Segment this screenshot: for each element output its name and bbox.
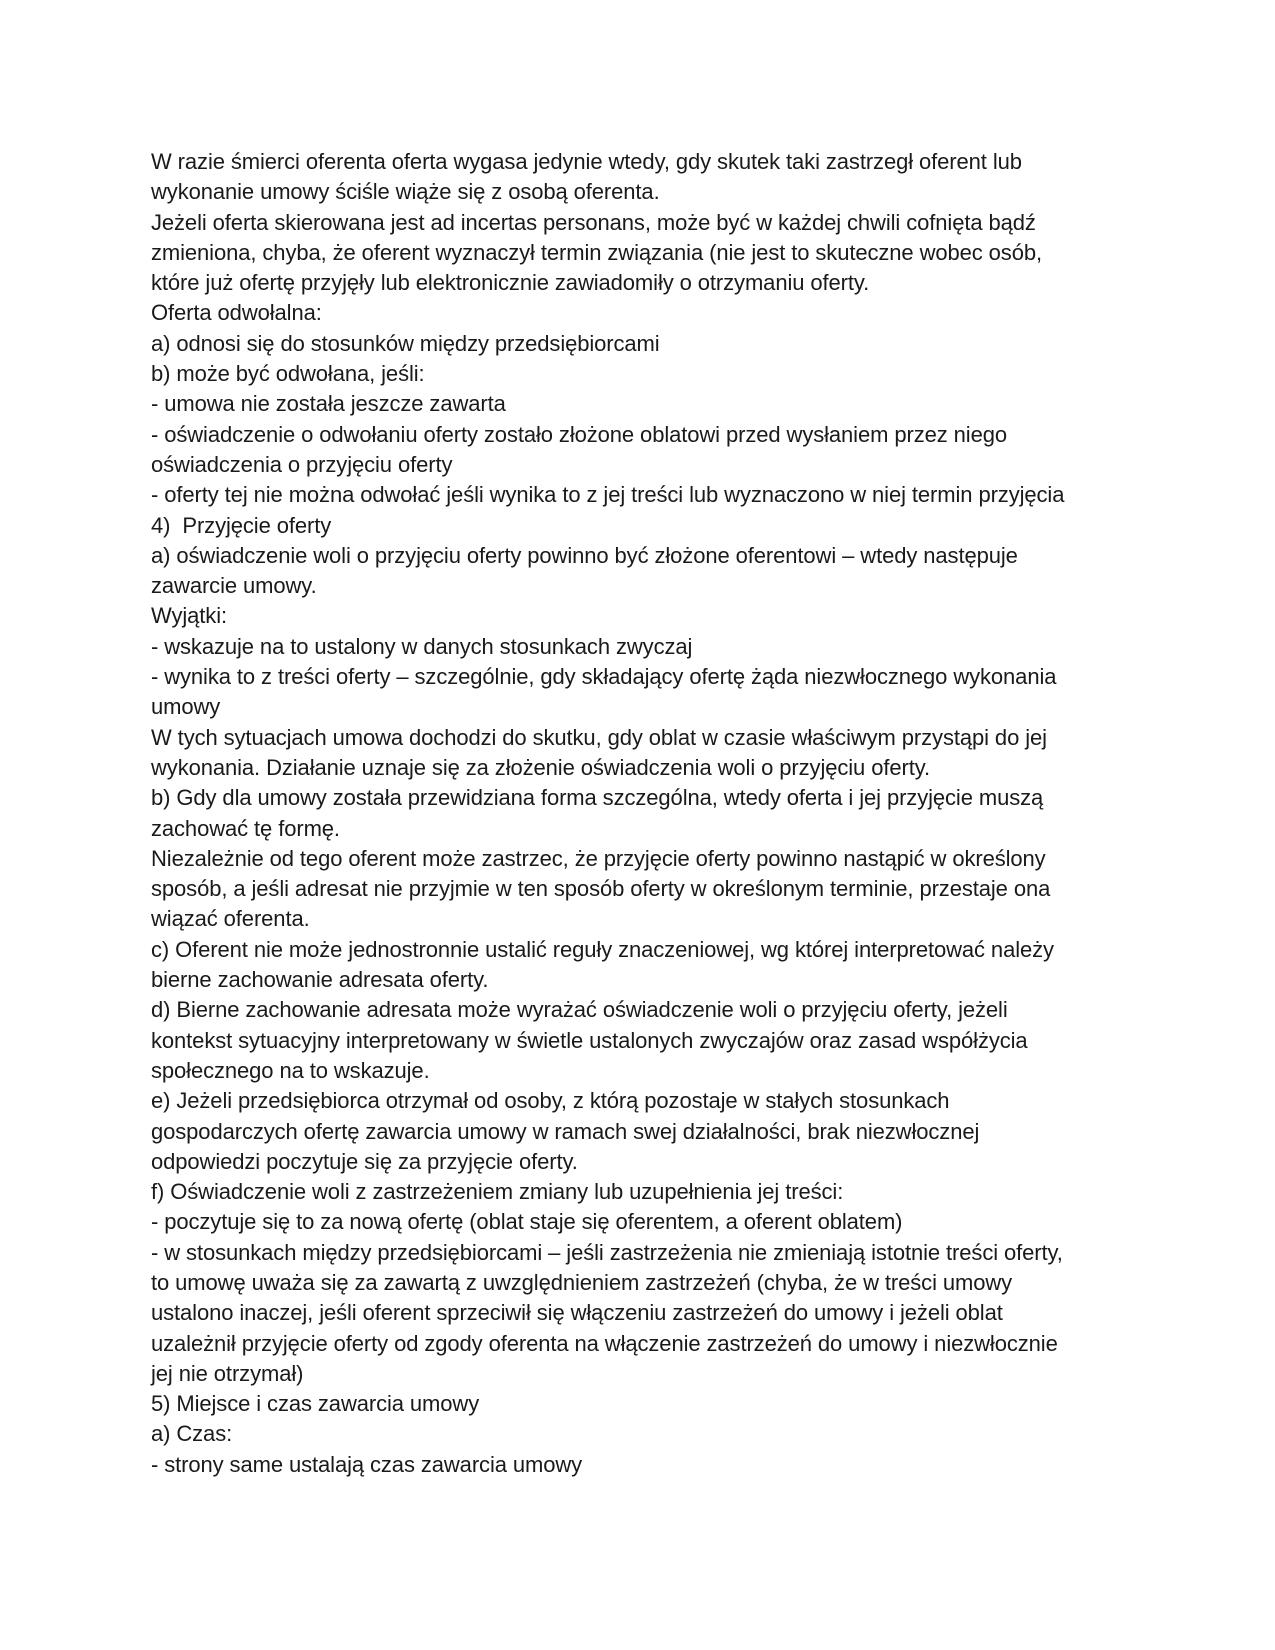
text-line: Jeżeli oferta skierowana jest ad incertas personans, może być w każdej chwili cofnięta bądź (151, 209, 1036, 235)
text-line: c) Oferent nie może jednostronnie ustalić reguły znaczeniowej, wg której interpretować należy (151, 936, 1054, 962)
text-line: zachować tę formę. (151, 815, 340, 841)
text-line: - umowa nie została jeszcze zawarta (151, 391, 506, 417)
text-line: b) Gdy dla umowy została przewidziana forma szczególna, wtedy oferta i jej przyjęcie muszą (151, 785, 1044, 811)
text-line: umowy (151, 694, 221, 720)
document-body (151, 147, 1126, 1480)
text-line: b) może być odwołana, jeśli: (151, 361, 425, 387)
text-line: odpowiedzi poczytuje się za przyjęcie oferty. (151, 1148, 578, 1174)
section-heading: 5) Miejsce i czas zawarcia umowy (151, 1391, 480, 1417)
text-line: d) Bierne zachowanie adresata może wyrażać oświadczenie woli o przyjęciu oferty, jeżeli (151, 997, 1008, 1023)
text-line: wykonanie umowy ściśle wiąże się z osobą oferenta. (151, 179, 660, 205)
text-line: - poczytuje się to za nową ofertę (oblat staje się oferentem, a oferent oblatem) (151, 1209, 903, 1235)
text-line: Oferta odwołalna: (151, 300, 322, 326)
text-line: zawarcie umowy. (151, 573, 317, 599)
text-line: społecznego na to wskazuje. (151, 1057, 430, 1083)
text-line: wiązać oferenta. (151, 906, 310, 932)
text-line: Wyjątki: (151, 603, 228, 629)
text-line: - wskazuje na to ustalony w danych stosunkach zwyczaj (151, 633, 693, 659)
text-line: e) Jeżeli przedsiębiorca otrzymał od osoby, z którą pozostaje w stałych stosunkach (151, 1088, 950, 1114)
text-line: a) oświadczenie woli o przyjęciu oferty powinno być złożone oferentowi – wtedy następuje (151, 542, 1018, 568)
text-line: a) odnosi się do stosunków między przedsiębiorcami (151, 330, 660, 356)
text-line: gospodarczych ofertę zawarcia umowy w ramach swej działalności, brak niezwłocznej (151, 1118, 980, 1144)
text-line: bierne zachowanie adresata oferty. (151, 967, 489, 993)
text-line: które już ofertę przyjęły lub elektronicznie zawiadomiły o otrzymaniu oferty. (151, 270, 870, 296)
text-line: a) Czas: (151, 1421, 233, 1447)
text-line: jej nie otrzymał) (151, 1360, 304, 1386)
text-line: kontekst sytuacyjny interpretowany w świetle ustalonych zwyczajów oraz zasad współżycia (151, 1027, 1028, 1053)
text-line: - w stosunkach między przedsiębiorcami – jeśli zastrzeżenia nie zmieniają istotnie treści oferty, (151, 1239, 1063, 1265)
text-line: to umowę uważa się za zawartą z uwzględnieniem zastrzeżeń (chyba, że w treści umowy (151, 1269, 1013, 1295)
text-line: Niezależnie od tego oferent może zastrzec, że przyjęcie oferty powinno nastąpić w określony (151, 845, 1046, 871)
text-line: - wynika to z treści oferty – szczególnie, gdy składający ofertę żąda niezwłocznego wykonania (151, 664, 1057, 690)
text-line: f) Oświadczenie woli z zastrzeżeniem zmiany lub uzupełnienia jej treści: (151, 1179, 844, 1205)
text-line: - oświadczenie o odwołaniu oferty zostało złożone oblatowi przed wysłaniem przez niego (151, 421, 1007, 447)
text-line: - oferty tej nie można odwołać jeśli wynika to z jej treści lub wyznaczono w niej termin przyjęcia (151, 482, 1065, 508)
text-line: sposób, a jeśli adresat nie przyjmie w ten sposób oferty w określonym terminie, przestaje ona (151, 876, 1051, 902)
text-line: oświadczenia o przyjęciu oferty (151, 451, 453, 477)
section-heading: 4) Przyjęcie oferty (151, 512, 332, 538)
text-line: zmieniona, chyba, że oferent wyznaczył termin związania (nie jest to skuteczne wobec osób, (151, 239, 1042, 265)
text-line: wykonania. Działanie uznaje się za złożenie oświadczenia woli o przyjęciu oferty. (151, 754, 931, 780)
text-line: ustalono inaczej, jeśli oferent sprzeciwił się włączeniu zastrzeżeń do umowy i jeżeli oblat (151, 1300, 1003, 1326)
text-line: W tych sytuacjach umowa dochodzi do skutku, gdy oblat w czasie właściwym przystąpi do jej (151, 724, 1047, 750)
text-line: W razie śmierci oferenta oferta wygasa jedynie wtedy, gdy skutek taki zastrzegł oferent lub (151, 149, 1022, 174)
text-line: uzależnił przyjęcie oferty od zgody oferenta na włączenie zastrzeżeń do umowy i niezwłocznie (151, 1330, 1058, 1356)
text-line: - strony same ustalają czas zawarcia umowy (151, 1451, 583, 1477)
